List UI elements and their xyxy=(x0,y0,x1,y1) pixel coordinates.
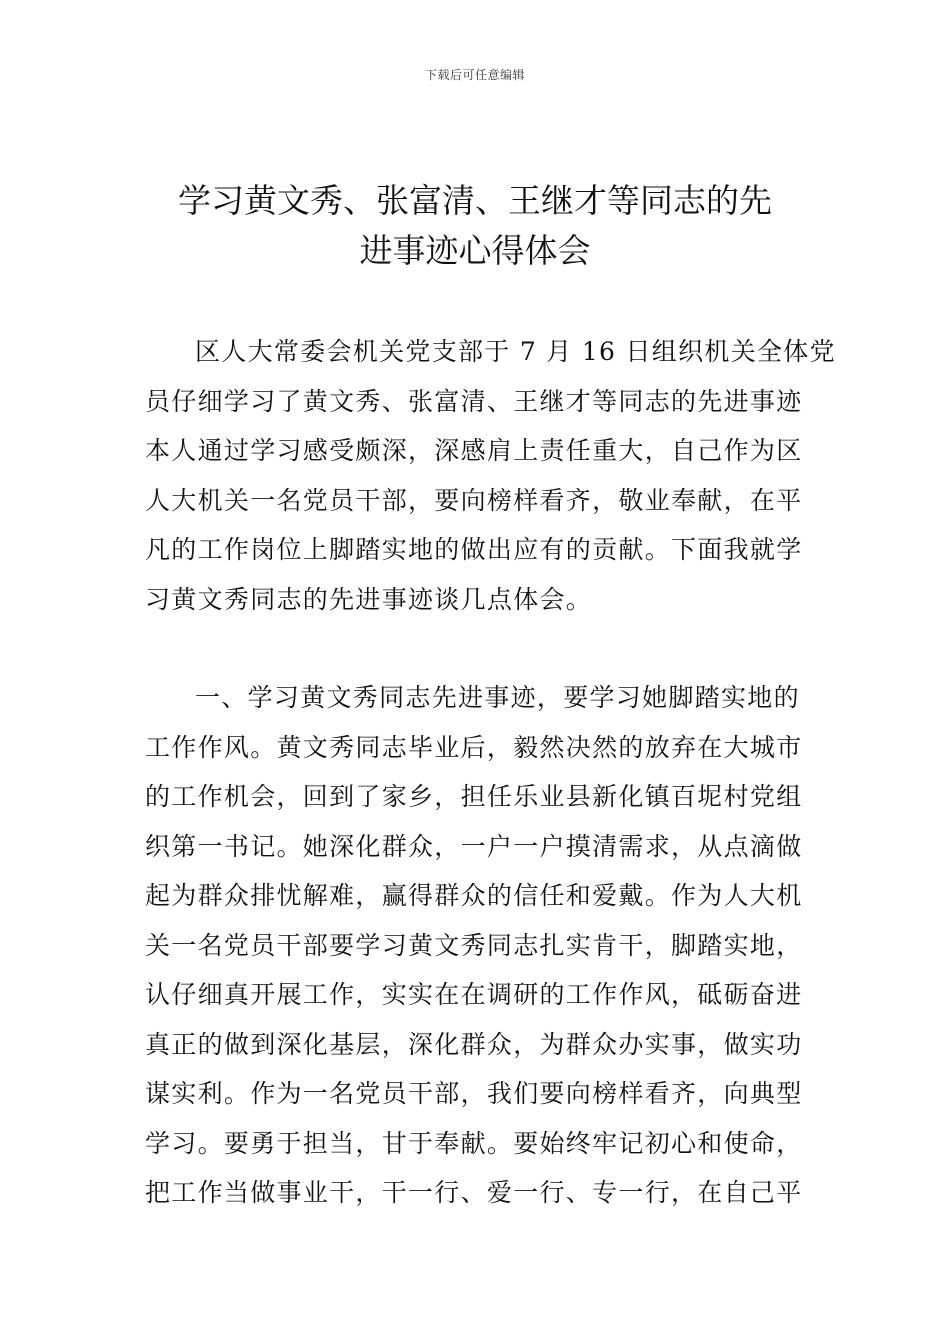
paragraph-line: 关一名党员干部要学习黄文秀同志扎实肯干，脚踏实地， xyxy=(145,930,803,960)
paragraph-intro xyxy=(145,327,836,624)
paragraph-line: 织第一书记。她深化群众，一户一户摸清需求，从点滴做 xyxy=(145,831,803,861)
paragraph-line: 的工作机会，回到了家乡，担任乐业县新化镇百坭村党组 xyxy=(145,782,803,811)
paragraph-line: 凡的工作岗位上脚踏实地的做出应有的贡献。下面我就学 xyxy=(145,535,803,564)
paragraph-line: 员仔细学习了黄文秀、张富清、王继才等同志的先进事迹 xyxy=(145,386,803,416)
paragraph-line: 工作作风。黄文秀同志毕业后，毅然决然的放弃在大城市 xyxy=(145,732,803,762)
paragraph-line: 把工作当做事业干，干一行、爱一行、专一行，在自己平 xyxy=(145,1178,803,1207)
header-note: 下载后可任意编辑 xyxy=(424,68,525,82)
paragraph-line: 一、学习黄文秀同志先进事迹，要学习她脚踏实地的 xyxy=(195,683,800,712)
paragraph-line: 起为群众排忧解难，赢得群众的信任和爱戴。作为人大机 xyxy=(145,881,803,910)
title-line: 进事迹心得体会 xyxy=(359,231,591,270)
paragraph-line: 真正的做到深化基层，深化群众，为群众办实事，做实功 xyxy=(145,1029,803,1059)
paragraph-line: 区人大常委会机关党支部于 7 月 16 日组织机关全体党 xyxy=(195,337,836,366)
paragraph-line: 人大机关一名党员干部，要向榜样看齐，敬业奉献，在平 xyxy=(145,485,803,515)
document-title xyxy=(140,176,810,276)
paragraph-line: 谋实利。作为一名党员干部，我们要向榜样看齐，向典型 xyxy=(145,1079,803,1108)
title-line: 学习黄文秀、张富清、王继才等同志的先 xyxy=(178,181,772,220)
paragraph-line: 认仔细真开展工作，实实在在调研的工作作风，砥砺奋进 xyxy=(145,980,803,1009)
paragraph-line: 学习。要勇于担当，甘于奉献。要始终牢记初心和使命， xyxy=(145,1128,803,1158)
paragraph-line: 本人通过学习感受颇深，深感肩上责任重大，自己作为区 xyxy=(145,436,803,465)
paragraph-section-one xyxy=(145,673,810,1218)
paragraph-line: 习黄文秀同志的先进事迹谈几点体会。 xyxy=(145,584,593,614)
